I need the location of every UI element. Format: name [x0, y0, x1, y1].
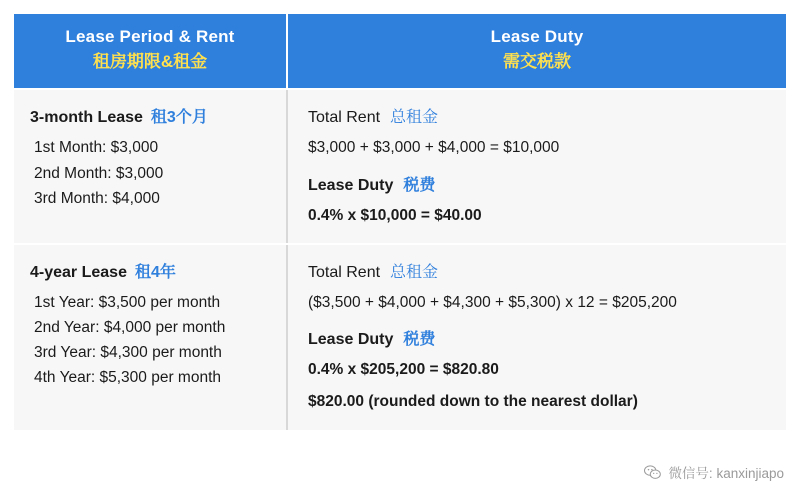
- lease-duty-label-en: Lease Duty: [308, 331, 394, 349]
- lease-duty-cell-4year: [288, 245, 786, 430]
- table-header-row: [14, 14, 786, 88]
- lease-title-3month: [30, 104, 272, 127]
- lease-duty-calc-3month: 0.4% x $10,000 = $40.00: [308, 206, 482, 224]
- total-rent-calc-3month: $3,000 + $3,000 + $4,000 = $10,000: [308, 139, 560, 157]
- total-rent-label-cn: 总租金: [390, 263, 439, 281]
- table-header-lease-duty: [288, 14, 786, 88]
- lease-period-cell-3month: [14, 90, 286, 243]
- lease-period-cell-4year: [14, 245, 286, 430]
- lease-line: 3rd Year: $4,300 per month: [34, 344, 222, 362]
- lease-line: 2nd Year: $4,000 per month: [34, 319, 226, 337]
- table-row: [14, 245, 786, 430]
- lease-duty-calc-4year: 0.4% x $205,200 = $820.80: [308, 361, 499, 379]
- lease-title-4year-en: 4-year Lease: [30, 263, 127, 281]
- lease-duty-label-en: Lease Duty: [308, 176, 394, 194]
- table-header-lease-period: [14, 14, 286, 88]
- total-rent-label-4year: [308, 259, 772, 282]
- table-header-lease-period-en: Lease Period & Rent: [65, 27, 235, 46]
- table-row: [14, 90, 786, 243]
- total-rent-label-3month: [308, 104, 772, 127]
- lease-title-3month-en: 3-month Lease: [30, 109, 143, 127]
- lease-duty-label-4year: [308, 326, 772, 349]
- lease-line: 2nd Month: $3,000: [34, 164, 164, 182]
- lease-line: 1st Year: $3,500 per month: [34, 293, 221, 311]
- watermark-text: 微信号: kanxinjiapo: [668, 466, 784, 481]
- lease-line: 3rd Month: $4,000: [34, 189, 160, 207]
- lease-duty-note-4year: $820.00 (rounded down to the nearest dollar): [308, 393, 638, 411]
- table-header-lease-period-cn: 租房期限&租金: [92, 51, 208, 71]
- lease-duty-label-cn: 税费: [403, 331, 436, 349]
- lease-duty-table: [14, 14, 786, 430]
- lease-title-4year: [30, 259, 272, 282]
- lease-duty-label-3month: [308, 172, 772, 195]
- lease-duty-cell-3month: [288, 90, 786, 243]
- watermark: [644, 462, 784, 482]
- lease-title-4year-cn: 租4年: [134, 263, 176, 281]
- lease-title-3month-cn: 租3个月: [150, 109, 208, 127]
- table-header-lease-duty-cn: 需交税款: [503, 51, 571, 71]
- lease-line: 1st Month: $3,000: [34, 139, 159, 157]
- table-header-lease-duty-en: Lease Duty: [490, 27, 584, 46]
- lease-line: 4th Year: $5,300 per month: [34, 369, 222, 387]
- lease-duty-label-cn: 税费: [403, 176, 436, 194]
- total-rent-calc-4year: ($3,500 + $4,000 + $4,300 + $5,300) x 12 = $205,200: [308, 293, 677, 311]
- total-rent-label-cn: 总租金: [390, 109, 439, 127]
- total-rent-label-en: Total Rent: [308, 263, 381, 281]
- wechat-icon: [644, 465, 661, 480]
- total-rent-label-en: Total Rent: [308, 109, 381, 127]
